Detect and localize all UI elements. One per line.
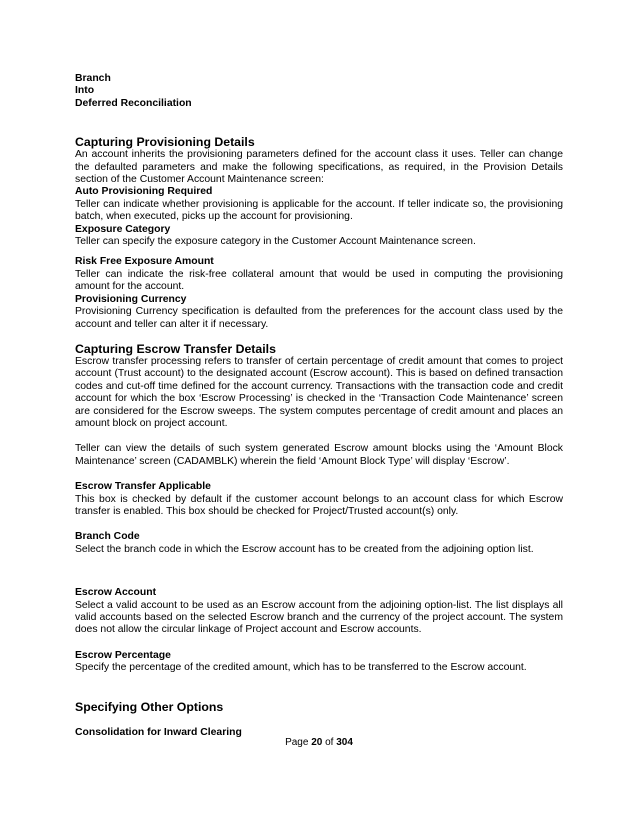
other-options-heading: Specifying Other Options [75, 699, 224, 714]
footer-current-page: 20 [311, 737, 323, 748]
escrow-applicable-heading: Escrow Transfer Applicable [75, 481, 211, 493]
escrow-account-text: Select a valid account to be used as an Escrow account from the adjoining option-list. The list displays all valid accounts based on the selected Escrow branch and the currency of the project account. The system does not allow the circular linkage of Project account and Escrow accounts. [75, 599, 563, 636]
risk-free-heading: Risk Free Exposure Amount [75, 256, 214, 268]
escrow-para-2: Teller can view the details of such system generated Escrow amount blocks using the ‘Amount Block Maintenance’ screen (CADAMBLK) wherein the field ‘Amount Block Type’ will display ‘Escrow’. [75, 443, 563, 467]
escrow-account-heading: Escrow Account [75, 587, 157, 599]
branch-code-heading: Branch Code [75, 531, 140, 543]
auto-provisioning-heading: Auto Provisioning Required [75, 186, 213, 198]
exposure-category-text: Teller can specify the exposure category in the Customer Account Maintenance screen. [75, 236, 476, 248]
escrow-percentage-text: Specify the percentage of the credited amount, which has to be transferred to the Escrow account. [75, 662, 527, 674]
branch-code-text: Select the branch code in which the Escrow account has to be created from the adjoining option list. [75, 543, 534, 555]
intro-line-deferred: Deferred Reconciliation [75, 97, 192, 109]
escrow-percentage-heading: Escrow Percentage [75, 649, 171, 661]
footer-of-word: of [325, 737, 334, 748]
auto-provisioning-text: Teller can indicate whether provisioning is applicable for the account. If teller indicate so, the provisioning batch, when executed, picks up the account for provisioning. [75, 198, 563, 223]
provisioning-intro: An account inherits the provisioning parameters defined for the account class it uses. Teller can change the defaulted parameters and make the following specifications, as required, in the Provision Details section of the Customer Account Maintenance screen: [75, 149, 563, 186]
escrow-applicable-text: This box is checked by default if the customer account belongs to an account class for which Escrow transfer is enabled. This box should be checked for Project/Trusted account(s) only. [75, 493, 563, 517]
provisioning-currency-text: Provisioning Currency specification is defaulted from the preferences for the account class used by the account and teller can alter it if necessary. [75, 306, 563, 330]
exposure-category-heading: Exposure Category [75, 223, 171, 235]
footer-total-pages: 304 [336, 737, 353, 748]
intro-line-branch: Branch [75, 73, 111, 84]
intro-line-into: Into [75, 85, 95, 97]
risk-free-text: Teller can indicate the risk-free collateral amount that would be used in computing the provisioning amount for the account. [75, 268, 563, 293]
provisioning-currency-heading: Provisioning Currency [75, 293, 187, 305]
provisioning-heading: Capturing Provisioning Details [75, 135, 255, 150]
consolidation-heading: Consolidation for Inward Clearing [75, 726, 242, 738]
escrow-para-1: Escrow transfer processing refers to transfer of certain percentage of credit amount that comes to project account (Trust account) to the designated account (Escrow account). This is based on defined transaction codes and cut-off time defined for the account currency. Transactions with the transaction code and credit account for which the box ‘Escrow Processing’ is checked in the ‘Transaction Code Maintenance’ screen are considered for the Escrow sweeps. The system computes percentage of credit amount and places an amount block on project account. [75, 355, 563, 429]
footer-page-word: Page [285, 737, 309, 748]
page-content [75, 73, 563, 739]
page-footer [0, 737, 638, 748]
escrow-heading: Capturing Escrow Transfer Details [75, 341, 276, 356]
